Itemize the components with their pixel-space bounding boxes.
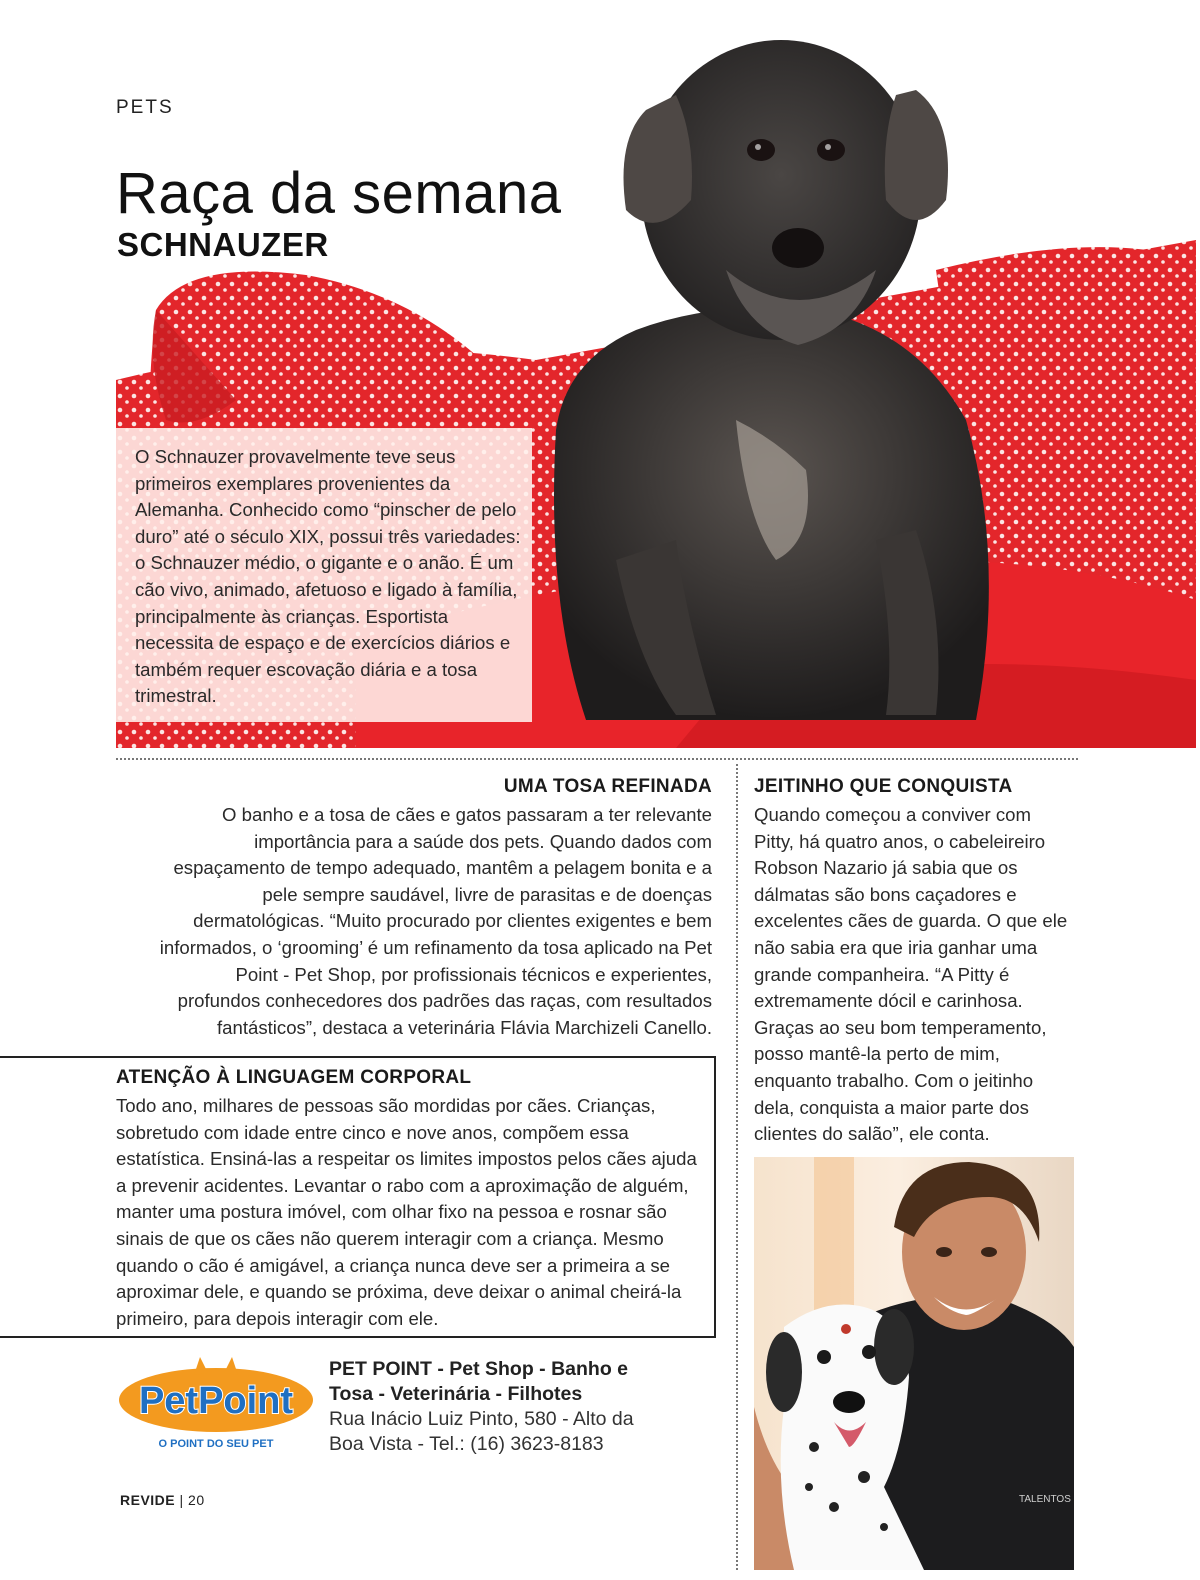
logo-text: PetPoint bbox=[138, 1380, 294, 1422]
conquista-heading: JEITINHO QUE CONQUISTA bbox=[754, 776, 1013, 797]
refined-paragraph: O banho e a tosa de cães e gatos passaram a ter relevante importância para a saúde dos pets. Quando dados com espaçamento de tempo adequado, mantêm a pelagem bonita e a pele sempre saudável, livre de parasitas e de doenças dermatológicas. “Muito procurado por clientes exigentes e bem informados, o ‘grooming’ é um refinamento da tosa aplicado na Pet Point - Pet Shop, por profissionais técnicos e experientes, profundos conhecedores dos padrões das raças, com resultados fantásticos”, destaca a veterinária Flávia Marchizeli Canello. bbox=[159, 804, 712, 1038]
conquista-paragraph: Quando começou a conviver com Pitty, há quatro anos, o cabeleireiro Robson Nazario já sabia que os dálmatas são bons caçadores e excelentes cães de guarda. O que ele não sabia era que iria ganhar uma grande companheira. “A Pitty é extremamente dócil e carinhosa. Graças ao seu bom temperamento, posso mantê-la perto de mim, enquanto trabalho. Com o jeitinho dela, conquista a maior parte dos clientes do salão”, ele conta. bbox=[754, 804, 1068, 1145]
magazine-name: REVIDE bbox=[120, 1492, 176, 1508]
shirt-text: TALENTOS bbox=[1019, 1494, 1071, 1505]
petpoint-logo bbox=[116, 1355, 316, 1465]
attention-heading: ATENÇÃO À LINGUAGEM CORPORAL bbox=[116, 1067, 472, 1088]
breed-name: SCHNAUZER bbox=[117, 226, 329, 263]
section-label: PETS bbox=[116, 97, 174, 118]
shop-name: PET POINT - Pet Shop - Banho e Tosa - Veterinária - Filhotes bbox=[329, 1358, 629, 1405]
attention-paragraph: Todo ano, milhares de pessoas são mordidas por cães. Crianças, sobretudo com idade entre cinco e nove anos, compõem essa estatística. Ensiná-las a respeitar os limites impostos pelos cães ajuda a prevenir acidentes. Levantar o rabo com a aproximação de alguém, manter uma postura imóvel, com olhar fixo na pessoa e rosnar são sinais de que os cães não querem interagir com a criança. Mesmo quando o cão é amigável, a criança nunca deve ser a primeira a se aproximar dele, e quando se próxima, deve deixar o animal cheirá-la primeiro, para depois interagir com ele. bbox=[116, 1095, 697, 1329]
shop-address: Rua Inácio Luiz Pinto, 580 - Alto da Boa Vista - Tel.: (16) 3623-8183 bbox=[329, 1408, 634, 1455]
horizontal-divider bbox=[116, 758, 1078, 760]
intro-paragraph: O Schnauzer provavelmente teve seus primeiros exemplares provenientes da Alemanha. Conhecido como “pinscher de pelo duro” até o século XIX, possui três variedades: o Schnauzer médio, o gigante e o anão. É um cão vivo, animado, afetuoso e ligado à família, principalmente às crianças. Esportista necessita de espaço e de exercícios diários e também requer escovação diária e a tosa trimestral. bbox=[135, 446, 521, 707]
page-number: 20 bbox=[188, 1492, 205, 1508]
folio-separator: | bbox=[179, 1492, 189, 1508]
logo-tagline: O POINT DO SEU PET bbox=[158, 1438, 274, 1450]
groomer-with-dalmatian-photo bbox=[754, 1157, 1074, 1570]
refined-heading: UMA TOSA REFINADA bbox=[503, 776, 712, 797]
page-folio bbox=[120, 1492, 205, 1508]
vertical-divider bbox=[736, 764, 738, 1570]
page-title: Raça da semana bbox=[116, 161, 562, 226]
